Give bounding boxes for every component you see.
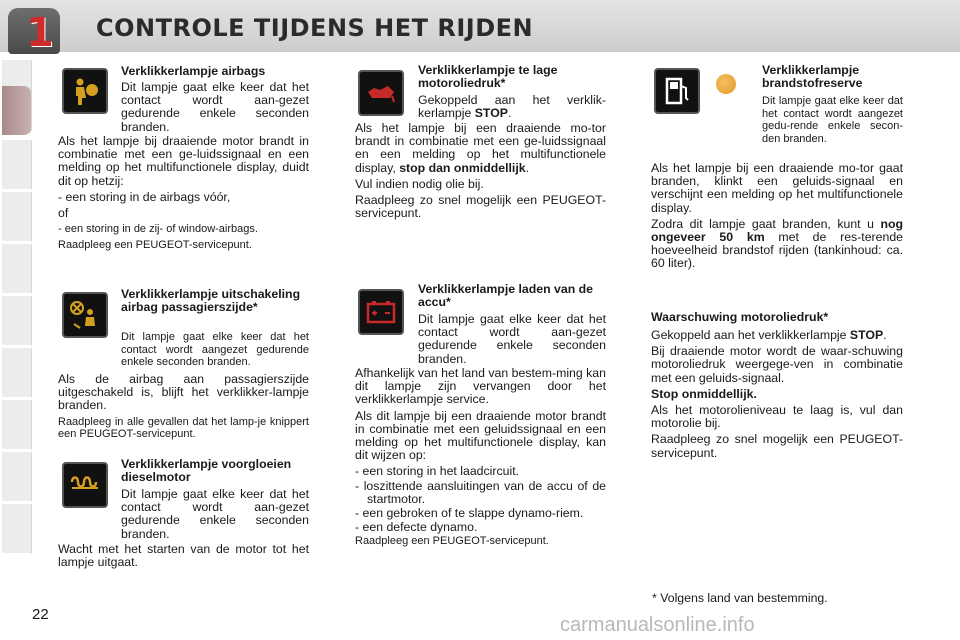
page-title: CONTROLE TIJDENS HET RIJDEN xyxy=(96,14,534,42)
fuel-heading: Verklikkerlampje brandstofreserve xyxy=(762,63,863,90)
battery-p2: Als dit lampje bij een draaiende motor brandt in combinatie met een geluidssignaal en een melding op het multifunctionele display, kan dit wijzen op: xyxy=(355,408,606,463)
oil-p1-end: . xyxy=(525,160,530,175)
airbags-intro: Dit lampje gaat elke keer dat het contact wordt aan-gezet gedurende enkele seconden branden. xyxy=(121,80,309,134)
airbags-body xyxy=(58,135,309,254)
battery-charge-icon xyxy=(358,289,404,335)
airbags-heading: Verklikkerlampje airbags xyxy=(121,64,266,78)
side-tab[interactable] xyxy=(2,296,32,346)
fuel-p2-text: Zodra dit lampje gaat branden, kunt u xyxy=(651,216,881,231)
passenger-body xyxy=(58,373,309,444)
warning-p3: Als het motorolieniveau te laag is, vul dan motorolie bij. xyxy=(651,403,903,431)
battery-p1: Afhankelijk van het land van bestem-ming kan dit lampje zijn vervangen door het verklikkerlampje service. xyxy=(355,366,606,407)
page-number: 22 xyxy=(32,606,49,623)
side-tab[interactable] xyxy=(2,400,32,450)
side-tab[interactable] xyxy=(2,348,32,398)
warning-p1-stop: STOP xyxy=(849,328,884,342)
fuel-reserve-status-icon xyxy=(716,74,736,94)
side-tab[interactable] xyxy=(2,244,32,294)
passenger-p1: Als de airbag aan passagierszijde uitgeschakeld is, blijft het verklikker-lampje branden. xyxy=(58,372,309,413)
oil-advice: Raadpleeg zo snel mogelijk een PEUGEOT-servicepunt. xyxy=(355,193,606,221)
diesel-intro: Dit lampje gaat elke keer dat het contact wordt aan-gezet gedurende enkele seconden branden. xyxy=(121,487,309,541)
footnote: * Volgens land van bestemming. xyxy=(652,591,828,605)
passenger-advice: Raadpleeg in alle gevallen dat het lamp-je knippert een PEUGEOT-servicepunt. xyxy=(58,415,309,441)
fuel-pump-icon xyxy=(654,68,700,114)
airbags-item2: - een storing in de zij- of window-airbags. xyxy=(58,223,258,236)
watermark: carmanualsonline.info xyxy=(560,614,755,636)
battery-intro: Dit lampje gaat elke keer dat het contact wordt aan-gezet gedurende enkele seconden branden. xyxy=(418,312,606,366)
list-item: - een gebroken of te slappe dynamo-riem. xyxy=(355,506,584,521)
oil-intro-stop: STOP xyxy=(474,106,508,121)
list-item: - loszittende aansluitingen van de accu of de startmotor. xyxy=(355,478,606,506)
battery-body xyxy=(355,367,606,551)
fuel-p2-end: met de res-terende hoeveelheid brandstof rijden (tankinhoud: ca. 60 liter). xyxy=(651,230,903,271)
oil-pressure-icon xyxy=(358,70,404,116)
fuel-intro: Dit lampje gaat elke keer dat het contact wordt aangezet gedu-rende enkele secon-den branden. xyxy=(762,95,903,145)
warning-p1-text: Gekoppeld aan het verklikkerlampje xyxy=(651,328,850,342)
fuel-body xyxy=(651,162,903,274)
side-tab[interactable] xyxy=(2,504,32,554)
warning-advice: Raadpleeg zo snel mogelijk een PEUGEOT-servicepunt. xyxy=(651,432,903,460)
oil-p1-stop: stop dan onmiddellijk xyxy=(399,160,526,175)
warning-body xyxy=(651,329,903,463)
diesel-p1: Wacht met het starten van de motor tot het lampje uitgaat. xyxy=(58,542,309,570)
oil-intro xyxy=(418,94,606,120)
oil-intro-end: . xyxy=(508,106,512,121)
oil-body xyxy=(355,122,606,223)
side-tabs xyxy=(0,60,34,580)
passenger-intro: Dit lampje gaat elke keer dat het contact wordt aangezet gedurende enkele seconden branden. xyxy=(121,331,309,368)
airbags-of: of xyxy=(58,206,69,221)
airbag-warning-icon xyxy=(62,68,108,114)
side-tab[interactable] xyxy=(2,140,32,190)
fuel-p1: Als het lampje bij een draaiende mo-tor gaat branden, klinkt een geluids-signaal en verschijnt een melding op het multifunctionele display. xyxy=(651,161,903,215)
warning-p2: Bij draaiende motor wordt de waar-schuwing motoroliedruk weergege-ven in combinatie met een geluids-signaal. xyxy=(651,344,903,385)
side-tab[interactable] xyxy=(2,452,32,502)
battery-list xyxy=(355,465,606,534)
battery-advice: Raadpleeg een PEUGEOT-servicepunt. xyxy=(355,535,549,548)
side-tab-active[interactable] xyxy=(2,86,32,136)
fuel-p2-distance: nog ongeveer 50 km xyxy=(651,216,903,245)
oil-p2: Vul indien nodig olie bij. xyxy=(355,176,484,191)
oil-heading: Verklikkerlampje te lage motoroliedruk* xyxy=(418,63,558,90)
passenger-airbag-off-icon xyxy=(62,292,108,338)
oil-p1-text: Als het lampje bij een draaiende mo-tor brandt in combinatie met een ge-luidssignaal en een melding op het multifunctionele display, xyxy=(355,121,606,175)
glow-plug-icon xyxy=(62,462,108,508)
airbags-item1: - een storing in de airbags vóór, xyxy=(58,189,231,204)
airbags-advice: Raadpleeg een PEUGEOT-servicepunt. xyxy=(58,238,252,251)
warning-heading: Waarschuwing motoroliedruk* xyxy=(651,310,829,324)
battery-heading: Verklikkerlampje laden van de accu* xyxy=(418,282,593,309)
diesel-heading: Verklikkerlampje voorgloeien dieselmotor xyxy=(121,457,292,484)
fuel-p2 xyxy=(651,218,903,271)
oil-intro-text: Gekoppeld aan het verklik-kerlampje xyxy=(418,93,606,121)
passenger-heading: Verklikkerlampje uitschakeling airbag passagierszijde* xyxy=(121,287,301,314)
oil-p1 xyxy=(355,122,606,175)
chapter-number: 1 xyxy=(26,10,54,56)
list-item: - een storing in het laadcircuit. xyxy=(355,464,520,479)
list-item: - een defecte dynamo. xyxy=(355,520,478,535)
airbags-p1: Als het lampje bij draaiende motor brandt in combinatie met een ge-luidssignaal en een melding op het multifunctionele display, duidt dit op hetzij: xyxy=(58,134,309,188)
warning-stop: Stop onmiddellijk. xyxy=(651,386,757,401)
warning-p1-end: . xyxy=(883,328,887,342)
side-tab[interactable] xyxy=(2,192,32,242)
warning-p1 xyxy=(651,329,903,342)
